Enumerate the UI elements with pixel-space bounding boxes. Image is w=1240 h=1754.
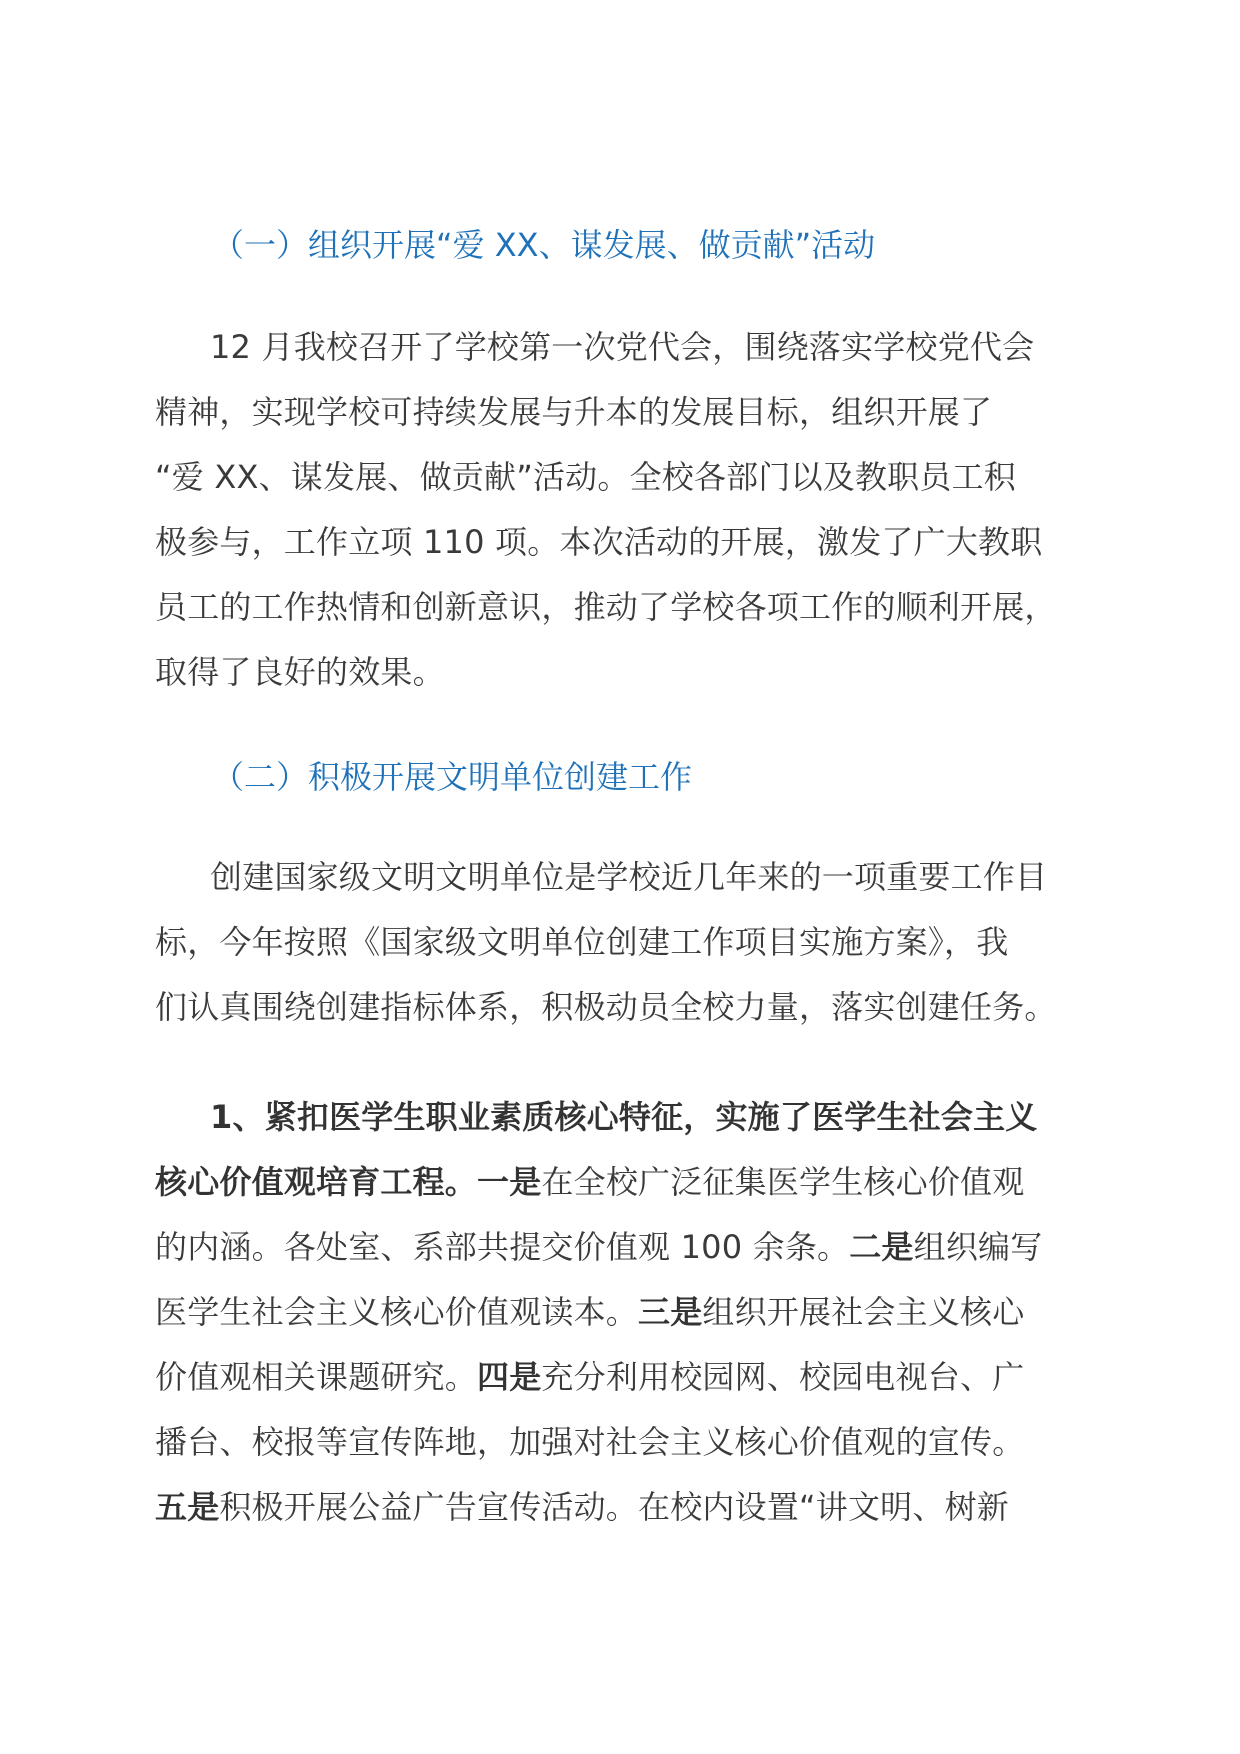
point-text: 积极开展公益广告宣传活动。在校内设置“讲文明、树新 bbox=[219, 1488, 1009, 1526]
point-marker: 五是 bbox=[155, 1488, 220, 1526]
paragraph-line: 创建国家级文明文明单位是学校近几年来的一项重要工作目 bbox=[210, 858, 1048, 896]
point-marker: 二是 bbox=[849, 1228, 914, 1266]
point-marker: 一是 bbox=[477, 1163, 542, 1201]
section-heading-1: （一）组织开展“爱 XX、谋发展、做贡献”活动 bbox=[212, 226, 876, 264]
point-text: 医学生社会主义核心价值观读本。 bbox=[155, 1293, 639, 1331]
paragraph-line bbox=[155, 1150, 1090, 1215]
point-text: 组织编写 bbox=[913, 1228, 1043, 1266]
paragraph-line: 们认真围绕创建指标体系，积极动员全校力量，落实创建任务。 bbox=[155, 988, 1057, 1026]
point-marker: 三是 bbox=[638, 1293, 703, 1331]
paragraph-line bbox=[155, 1345, 1090, 1410]
paragraph-line: 12 月我校召开了学校第一次党代会，围绕落实学校党代会 bbox=[210, 328, 1035, 366]
paragraph-2 bbox=[155, 845, 1090, 1040]
paragraph-line: 取得了良好的效果。 bbox=[155, 653, 445, 691]
point-marker: 四是 bbox=[477, 1358, 542, 1396]
paragraph-line: 标，今年按照《国家级文明单位创建工作项目实施方案》，我 bbox=[155, 923, 1009, 961]
paragraph-line: 精神，实现学校可持续发展与升本的发展目标，组织开展了 bbox=[155, 393, 993, 431]
paragraph-3 bbox=[155, 1085, 1090, 1540]
item-title-line: 核心价值观培育工程。 bbox=[155, 1163, 478, 1201]
paragraph-line: “爱 XX、谋发展、做贡献”活动。全校各部门以及教职员工积 bbox=[155, 458, 1016, 496]
paragraph-line: 员工的工作热情和创新意识，推动了学校各项工作的顺利开展， bbox=[155, 588, 1057, 626]
paragraph-line bbox=[155, 1475, 1090, 1540]
point-text: 价值观相关课题研究。 bbox=[155, 1358, 478, 1396]
section-heading-2: （二）积极开展文明单位创建工作 bbox=[212, 758, 693, 796]
point-text: 播台、校报等宣传阵地，加强对社会主义核心价值观的宣传。 bbox=[155, 1423, 1025, 1461]
paragraph-1 bbox=[155, 315, 1090, 705]
point-text: 充分利用校园网、校园电视台、广 bbox=[541, 1358, 1025, 1396]
item-title-line: 1、紧扣医学生职业素质核心特征，实施了医学生社会主义 bbox=[210, 1098, 1038, 1136]
paragraph-line: 极参与，工作立项 110 项。本次活动的开展，激发了广大教职 bbox=[155, 523, 1043, 561]
paragraph-line bbox=[155, 1215, 1090, 1280]
point-text: 在全校广泛征集医学生核心价值观 bbox=[541, 1163, 1025, 1201]
paragraph-line bbox=[155, 1410, 1090, 1475]
point-text: 组织开展社会主义核心 bbox=[702, 1293, 1025, 1331]
paragraph-line bbox=[155, 1280, 1090, 1345]
point-text: 的内涵。各处室、系部共提交价值观 100 余条。 bbox=[155, 1228, 850, 1266]
